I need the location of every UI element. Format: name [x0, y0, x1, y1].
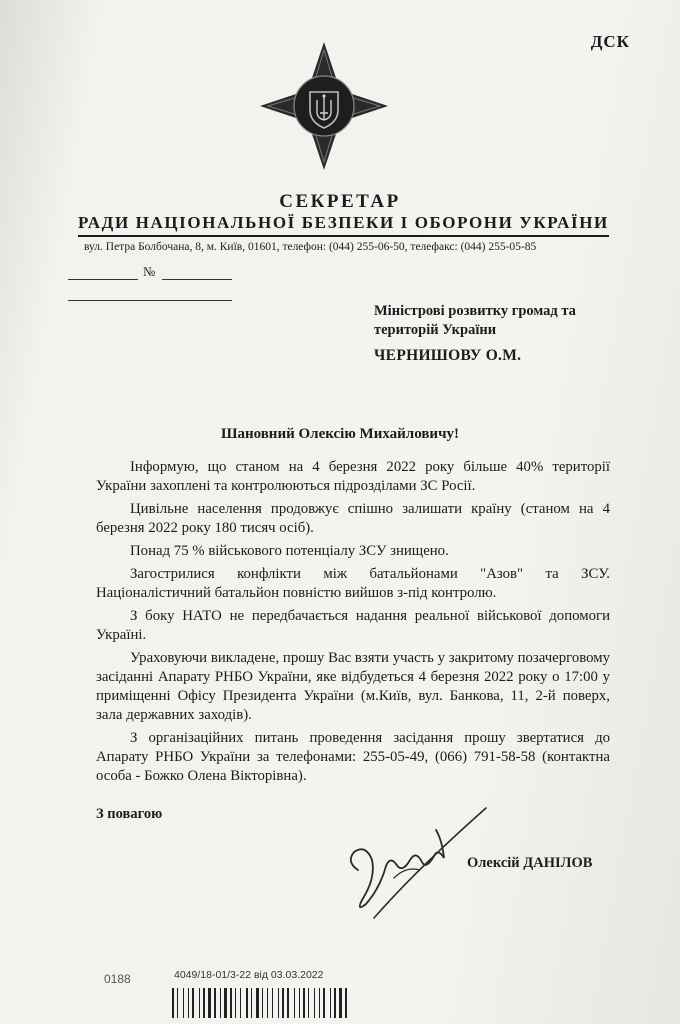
- reply-blank-line: [68, 300, 232, 301]
- barcode-icon: [172, 988, 352, 1018]
- body-paragraph: Інформую, що станом на 4 березня 2022 року більше 40% території України захоплені та контролюються підрозділами ЗС Росії.: [96, 459, 610, 494]
- body-paragraph: Цивільне населення продовжує спішно залишати країну (станом на 4 березня 2022 року 180 тисяч осіб).: [96, 501, 610, 536]
- recipient-line2: територій України: [374, 322, 497, 338]
- signer-name: Олексій ДАНІЛОВ: [467, 855, 593, 871]
- nsdc-emblem-icon: [258, 40, 390, 172]
- ref-number-blank-line: [162, 279, 232, 280]
- body-paragraph: Понад 75 % військового потенціалу ЗСУ знищено.: [130, 543, 449, 559]
- classification-mark: ДСК: [590, 32, 630, 51]
- salutation: Шановний Олексію Михайловичу!: [220, 426, 460, 442]
- date-blank-line: [68, 279, 138, 280]
- letter-body: [96, 458, 610, 790]
- handwritten-number: 0188: [104, 972, 131, 986]
- org-title-line1: СЕКРЕТАР: [279, 191, 401, 212]
- body-paragraph: Загострилися конфлікти між батальйонами "Азов" та ЗСУ. Націоналістичний батальйон повністю вийшов з-під контролю.: [96, 566, 610, 601]
- body-paragraph: Ураховуючи викладене, прошу Вас взяти участь у закритому позачерговому засіданні Апарату РНБО України, яке відбудеться 4 березня 2022 року о 17:00 у приміщенні Офісу Президента України (м.Київ, вул. Банкова, 11, 2-й поверх, зала державних заходів).: [96, 650, 610, 723]
- org-address: вул. Петра Болбочана, 8, м. Київ, 01601, телефон: (044) 255-06-50, телефакс: (044) 255-05-85: [84, 241, 537, 253]
- recipient-position: [374, 302, 576, 340]
- registration-number: 4049/18-01/3-22 від 03.03.2022: [174, 969, 324, 981]
- closing-phrase: З повагою: [96, 806, 163, 822]
- recipient-line1: Міністрові розвитку громад та: [374, 303, 576, 319]
- body-paragraph: З боку НАТО не передбачається надання реальної військової допомоги Україні.: [96, 608, 610, 643]
- body-paragraph: З організаційних питань проведення засідання прошу звертатися до Апарату РНБО України за телефонами: 255-05-49, (066) 791-58-58 (контактна особа - Божко Олена Вікторівна).: [96, 730, 610, 784]
- org-title-line2: РАДИ НАЦІОНАЛЬНОЇ БЕЗПЕКИ І ОБОРОНИ УКРАЇНИ: [78, 213, 609, 237]
- ref-number-label: №: [143, 264, 156, 279]
- recipient-name: ЧЕРНИШОВУ О.М.: [374, 347, 522, 364]
